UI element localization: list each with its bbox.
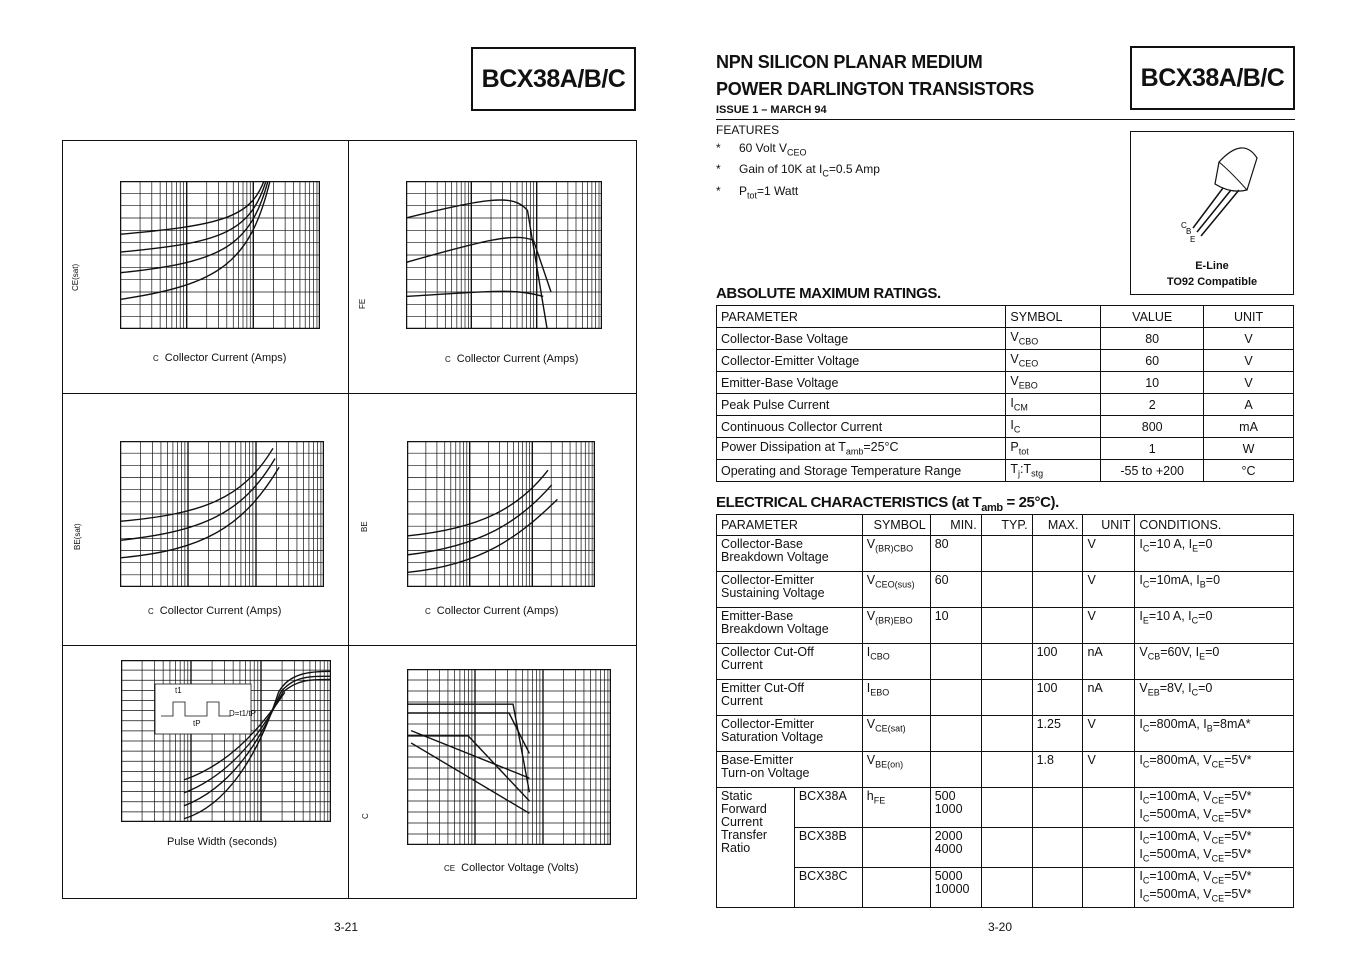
abs-cell-parameter: Peak Pulse Current [717, 394, 1006, 416]
right-part-number [1130, 46, 1295, 110]
package-caption-2: TO92 Compatible [1166, 276, 1258, 288]
graph-soa-plot [407, 669, 611, 845]
plot-curve [411, 743, 529, 813]
abs-cell-value: 80 [1101, 328, 1204, 350]
graph-vce-sat-xlabel-text: Collector Current (Amps) [164, 352, 287, 364]
hfe-cell-min: 500 1000 [930, 788, 981, 828]
abs-cell-symbol: $V_{CBO}$ [1006, 328, 1101, 350]
elec-header-unit: UNIT [1083, 515, 1135, 536]
plot-curve [120, 181, 266, 252]
elec-body [717, 536, 1294, 908]
hfe-cell-max [1032, 828, 1083, 868]
hfe-cell-symbol: $h_{FE}$ [862, 788, 930, 828]
abs-cell-symbol: $V_{CEO}$ [1006, 350, 1101, 372]
graph-hfe-xlabel-text: Collector Current (Amps) [456, 353, 579, 365]
hfe-cell-symbol [862, 828, 930, 868]
elec-row [717, 680, 1294, 716]
elec-header-parameter: PARAMETER [717, 515, 863, 536]
elec-cell-max [1032, 536, 1083, 572]
right-part-number-text: BCX38A/B/C [1140, 63, 1285, 92]
graph-transient-xlabel: Pulse Width (seconds) [167, 836, 278, 848]
graph-vbe-xlabel [425, 605, 558, 617]
feature-item: * $P_{tot}=1$ Watt [716, 183, 880, 205]
title-line-2: POWER DARLINGTON TRANSISTORS [716, 79, 1034, 99]
elec-cell-symbol: $I_{EBO}$ [862, 680, 930, 716]
elec-header-typ: TYP. [981, 515, 1032, 536]
abs-max-row [717, 416, 1294, 438]
elec-cell-min [930, 680, 981, 716]
plot-curves [120, 181, 270, 299]
elec-cell-parameter: Base-Emitter Turn-on Voltage [717, 752, 863, 788]
hfe-cell-min: 5000 10000 [930, 868, 981, 908]
header-rule [716, 119, 1295, 120]
plot-curve [406, 237, 551, 292]
elec-cell-typ [981, 536, 1032, 572]
elec-cell-max [1032, 608, 1083, 644]
abs-cell-symbol: $P_{tot}$ [1006, 438, 1101, 460]
abs-cell-parameter: Continuous Collector Current [717, 416, 1006, 438]
elec-row [717, 644, 1294, 680]
abs-cell-parameter: Collector-Base Voltage [717, 328, 1006, 350]
elec-cell-max: 100 [1032, 680, 1083, 716]
abs-max-heading: ABSOLUTE MAXIMUM RATINGS. [716, 285, 941, 302]
elec-row [717, 572, 1294, 608]
elec-cell-conditions: $V_{EB}=8V$, $I_C=0$ [1135, 680, 1294, 716]
feature-item: * Gain of 10K at $I_C=0.5$ Amp [716, 161, 880, 183]
abs-cell-unit: V [1204, 328, 1294, 350]
plot-grid [407, 669, 611, 845]
abs-max-row [717, 328, 1294, 350]
elec-heading: ELECTRICAL CHARACTERISTICS (at $T_{amb} = 25^\circ C$). [716, 494, 1059, 514]
elec-cell-max: 1.25 [1032, 716, 1083, 752]
graph-vbe-sat-plot [120, 441, 324, 587]
graph-soa-xprefix: CE [444, 864, 456, 873]
graph-soa-xlabel [444, 862, 579, 874]
elec-cell-typ [981, 716, 1032, 752]
graph-transient-annot-tp: tP [193, 719, 201, 728]
hfe-row [717, 788, 1294, 828]
abs-max-header-row [717, 306, 1294, 328]
hfe-cell-device: BCX38B [794, 828, 862, 868]
abs-cell-unit: W [1204, 438, 1294, 460]
elec-cell-conditions: $I_C=10$ A, $I_E=0$ [1135, 536, 1294, 572]
graph-vbe-ylabel: BE [360, 521, 369, 532]
elec-cell-min: 10 [930, 608, 981, 644]
issue-line: ISSUE 1 – MARCH 94 [716, 104, 827, 116]
elec-cell-conditions: $I_C=10mA$, $I_B=0$ [1135, 572, 1294, 608]
elec-cell-unit: nA [1083, 644, 1135, 680]
pin-label-c: C [1181, 221, 1187, 230]
elec-cell-conditions: $I_C=800mA$, $I_B=8mA*$ [1135, 716, 1294, 752]
elec-row [717, 608, 1294, 644]
elec-cell-typ [981, 644, 1032, 680]
elec-cell-symbol: $V_{CE(sat)}$ [862, 716, 930, 752]
elec-cell-unit: V [1083, 716, 1135, 752]
hfe-cell-max [1032, 788, 1083, 828]
elec-cell-unit: V [1083, 536, 1135, 572]
abs-max-row [717, 438, 1294, 460]
plot-curve [120, 181, 264, 234]
package-drawing [1131, 132, 1293, 252]
plot-curve [120, 467, 279, 558]
graph-vbe-xlabel-text: Collector Current (Amps) [436, 605, 559, 617]
elec-cell-max: 100 [1032, 644, 1083, 680]
hfe-cell-conditions: $I_C=100mA$, $V_{CE}=5V*$ $I_C=500mA$, $V_{CE}=5V*$ [1135, 828, 1294, 868]
features-section [716, 122, 880, 205]
graph-hfe-ylabel: FE [358, 298, 367, 309]
features-heading: FEATURES [716, 123, 780, 137]
graph-vce-sat-xprefix: C [153, 354, 159, 363]
abs-cell-parameter: Collector-Emitter Voltage [717, 350, 1006, 372]
hfe-row [717, 828, 1294, 868]
graph-hfe-plot [406, 181, 602, 329]
graph-hfe-xprefix: C [445, 355, 451, 364]
hfe-cell-unit [1083, 868, 1135, 908]
abs-cell-symbol: $T_j:T_{stg}$ [1006, 460, 1101, 482]
abs-cell-unit: mA [1204, 416, 1294, 438]
elec-cell-symbol: $V_{CEO(sus)}$ [862, 572, 930, 608]
elec-cell-unit: nA [1083, 680, 1135, 716]
graph-transient [63, 646, 348, 898]
elec-cell-max [1032, 572, 1083, 608]
graph-vbe-sat [63, 394, 348, 645]
graph-soa-xlabel-text: Collector Voltage (Volts) [461, 862, 579, 874]
hfe-cell-typ [981, 828, 1032, 868]
hfe-cell-unit [1083, 788, 1135, 828]
abs-cell-unit: °C [1204, 460, 1294, 482]
plot-curve [120, 181, 270, 299]
hfe-cell-conditions: $I_C=100mA$, $V_{CE}=5V*$ $I_C=500mA$, $V_{CE}=5V*$ [1135, 788, 1294, 828]
abs-header-unit: UNIT [1204, 306, 1294, 328]
elec-row [717, 716, 1294, 752]
elec-header-min: MIN. [930, 515, 981, 536]
graph-soa [349, 646, 636, 898]
plot-grid [407, 441, 595, 587]
abs-cell-unit: V [1204, 372, 1294, 394]
package-caption-1: E-Line [1195, 260, 1229, 272]
abs-cell-value: 1 [1101, 438, 1204, 460]
abs-max-table [716, 305, 1294, 482]
elec-table [716, 514, 1294, 908]
graph-transient-plot [121, 660, 331, 822]
abs-cell-unit: A [1204, 394, 1294, 416]
graph-vce-sat [63, 141, 348, 393]
abs-max-row [717, 350, 1294, 372]
package-box [1130, 131, 1294, 295]
plot-curves [120, 448, 279, 558]
left-part-number [471, 47, 636, 111]
elec-cell-unit: V [1083, 572, 1135, 608]
graph-vce-sat-ylabel: CE(sat) [71, 263, 80, 291]
abs-cell-parameter: Operating and Storage Temperature Range [717, 460, 1006, 482]
abs-max-row [717, 394, 1294, 416]
elec-cell-min: 60 [930, 572, 981, 608]
hfe-cell-typ [981, 868, 1032, 908]
hfe-cell-min: 2000 4000 [930, 828, 981, 868]
feature-text: 60 Volt $V_{CEO}$ [739, 140, 807, 157]
plot-grid [120, 181, 320, 329]
elec-cell-unit: V [1083, 752, 1135, 788]
abs-cell-unit: V [1204, 350, 1294, 372]
feature-item: * 60 Volt $V_{CEO}$ [716, 140, 880, 162]
elec-cell-symbol: $V_{BE(on)}$ [862, 752, 930, 788]
abs-cell-value: -55 to +200 [1101, 460, 1204, 482]
elec-cell-min [930, 644, 981, 680]
left-page-number: 3-21 [334, 920, 359, 934]
elec-header-symbol: SYMBOL [862, 515, 930, 536]
graphs-frame [62, 140, 637, 899]
plot-curves [406, 200, 551, 329]
elec-cell-symbol: $V_{(BR)EBO}$ [862, 608, 930, 644]
elec-cell-conditions: $I_C=800mA$, $V_{CE}=5V*$ [1135, 752, 1294, 788]
elec-cell-symbol: $I_{CBO}$ [862, 644, 930, 680]
elec-cell-parameter: Collector-Emitter Saturation Voltage [717, 716, 863, 752]
graph-hfe-xlabel [445, 353, 578, 365]
graph-vbe-sat-xlabel-text: Collector Current (Amps) [159, 605, 282, 617]
abs-max-row [717, 372, 1294, 394]
abs-cell-value: 2 [1101, 394, 1204, 416]
abs-max-row [717, 460, 1294, 482]
abs-cell-symbol: $I_C$ [1006, 416, 1101, 438]
graph-vbe-xprefix: C [425, 607, 431, 616]
graph-vbe-sat-xprefix: C [148, 607, 154, 616]
hfe-cell-symbol [862, 868, 930, 908]
graph-hfe [349, 141, 636, 393]
hfe-cell-unit [1083, 828, 1135, 868]
hfe-cell-device: BCX38A [794, 788, 862, 828]
elec-cell-max: 1.8 [1032, 752, 1083, 788]
feature-text: $P_{tot}=1$ Watt [739, 184, 799, 201]
elec-cell-parameter: Collector-Base Breakdown Voltage [717, 536, 863, 572]
package-body [1215, 148, 1257, 191]
abs-header-value: VALUE [1101, 306, 1204, 328]
abs-cell-symbol: $V_{EBO}$ [1006, 372, 1101, 394]
plot-curve [120, 459, 275, 541]
document-title [716, 49, 1034, 103]
elec-cell-typ [981, 608, 1032, 644]
elec-cell-typ [981, 572, 1032, 608]
elec-cell-unit: V [1083, 608, 1135, 644]
elec-cell-min [930, 752, 981, 788]
elec-cell-typ [981, 680, 1032, 716]
elec-cell-typ [981, 752, 1032, 788]
abs-max-body [717, 328, 1294, 482]
right-page-number: 3-20 [988, 920, 1013, 934]
plot-curves [407, 470, 557, 572]
left-part-number-text: BCX38A/B/C [481, 64, 626, 93]
abs-cell-parameter: Power Dissipation at $T_{amb}=25^\circ C$ [717, 438, 1006, 460]
elec-header-conditions: CONDITIONS. [1135, 515, 1294, 536]
pin-line [1201, 190, 1239, 236]
elec-cell-min: 80 [930, 536, 981, 572]
elec-row [717, 536, 1294, 572]
plot-grid [406, 181, 602, 329]
hfe-cell-typ [981, 788, 1032, 828]
feature-text: Gain of 10K at $I_C=0.5$ Amp [739, 162, 880, 179]
pin-label-b: B [1186, 227, 1192, 236]
graph-transient-annot-duty: D=t1/tP [229, 709, 256, 718]
elec-header-row [717, 515, 1294, 536]
graph-transient-annot-t1: t1 [175, 686, 182, 695]
graph-vbe-plot [407, 441, 595, 587]
plot-curve [406, 200, 547, 329]
elec-cell-parameter: Collector-Emitter Sustaining Voltage [717, 572, 863, 608]
abs-cell-parameter: Emitter-Base Voltage [717, 372, 1006, 394]
hfe-cell-device: BCX38C [794, 868, 862, 908]
elec-cell-conditions: $I_E=10$ A, $I_C=0$ [1135, 608, 1294, 644]
elec-header-max: MAX. [1032, 515, 1083, 536]
abs-header-parameter: PARAMETER [717, 306, 1006, 328]
elec-cell-min [930, 716, 981, 752]
elec-cell-parameter: Emitter Cut-Off Current [717, 680, 863, 716]
hfe-cell-parameter: Static Forward Current Transfer Ratio [717, 788, 795, 908]
hfe-cell-max [1032, 868, 1083, 908]
pin-line [1193, 188, 1223, 228]
graph-vbe-sat-xlabel [148, 605, 281, 617]
pin-line [1197, 190, 1231, 232]
graph-vbe [349, 394, 636, 645]
abs-cell-value: 60 [1101, 350, 1204, 372]
plot-curve [120, 448, 273, 521]
pin-label-e: E [1190, 235, 1196, 244]
plot-curve [120, 181, 268, 273]
elec-cell-symbol: $V_{(BR)CBO}$ [862, 536, 930, 572]
graph-soa-ylabel: C [361, 813, 370, 819]
graph-vbe-sat-ylabel: BE(sat) [73, 523, 82, 550]
hfe-cell-conditions: $I_C=100mA$, $V_{CE}=5V*$ $I_C=500mA$, $V_{CE}=5V*$ [1135, 868, 1294, 908]
elec-row [717, 752, 1294, 788]
hfe-row [717, 868, 1294, 908]
elec-cell-conditions: $V_{CB}=60V$, $I_E=0$ [1135, 644, 1294, 680]
abs-cell-symbol: $I_{CM}$ [1006, 394, 1101, 416]
plot-curve [407, 485, 552, 555]
graph-vce-sat-xlabel [153, 352, 286, 364]
abs-cell-value: 10 [1101, 372, 1204, 394]
abs-header-symbol: SYMBOL [1006, 306, 1101, 328]
elec-cell-parameter: Collector Cut-Off Current [717, 644, 863, 680]
title-line-1: NPN SILICON PLANAR MEDIUM [716, 52, 983, 72]
graph-vce-sat-plot [120, 181, 320, 329]
abs-cell-value: 800 [1101, 416, 1204, 438]
elec-cell-parameter: Emitter-Base Breakdown Voltage [717, 608, 863, 644]
